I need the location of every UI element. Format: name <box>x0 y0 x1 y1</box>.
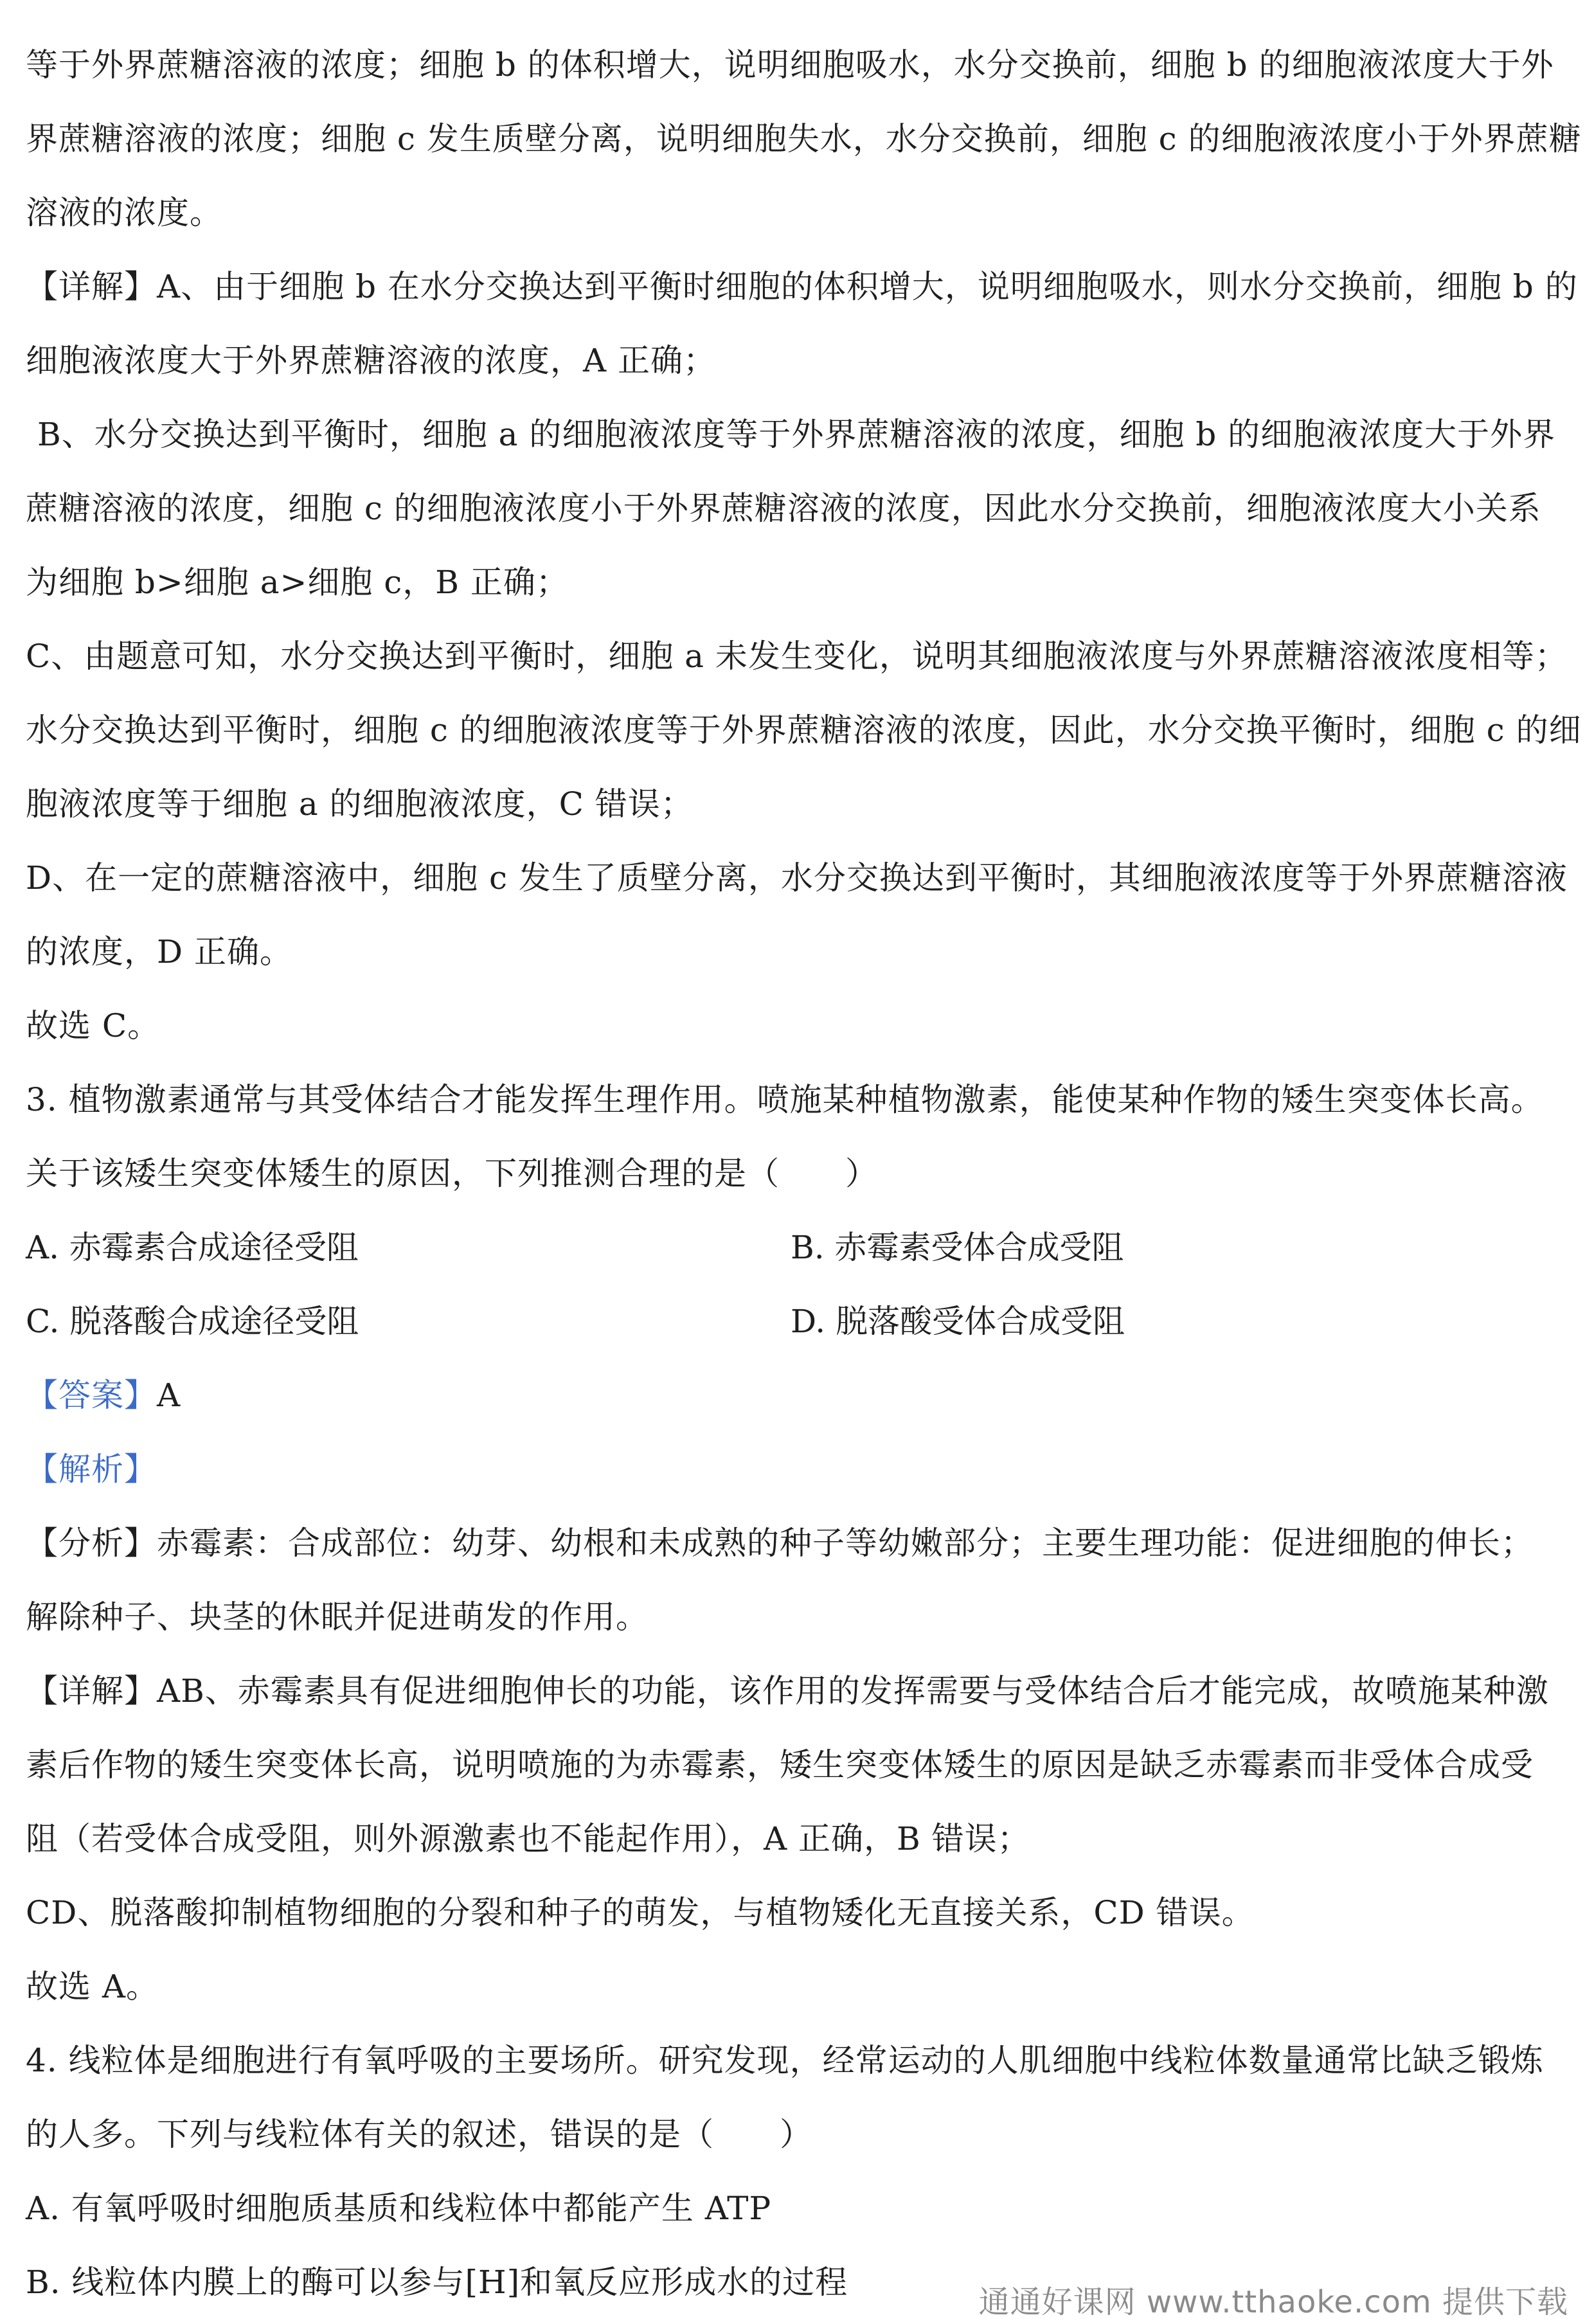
text-line: 界蔗糖溶液的浓度；细胞 c 发生质壁分离，说明细胞失水，水分交换前，细胞 c 的细胞液浓度小于外界蔗糖 <box>26 120 1582 157</box>
question-3-stem: 关于该矮生突变体矮生的原因，下列推测合理的是（ ） <box>26 1155 878 1192</box>
question-3-stem: 3. 植物激素通常与其受体结合才能发挥生理作用。喷施某种植物激素，能使某种作物的矮生突变体长高。 <box>26 1081 1544 1118</box>
text-line: 水分交换达到平衡时，细胞 c 的细胞液浓度等于外界蔗糖溶液的浓度，因此，水分交换平衡时，细胞 c 的细 <box>26 711 1582 749</box>
question-4-option-a: A. 有氧呼吸时细胞质基质和线粒体中都能产生 ATP <box>26 2190 772 2227</box>
text-line: 故选 C。 <box>26 1007 161 1044</box>
answer-value: A <box>157 1377 181 1414</box>
text-line: 阻（若受体合成受阻，则外源激素也不能起作用），A 正确，B 错误； <box>26 1820 1030 1857</box>
text-line: D、在一定的蔗糖溶液中，细胞 c 发生了质壁分离，水分交换达到平衡时，其细胞液浓度等于外界蔗糖溶液 <box>26 859 1568 897</box>
text-line: CD、脱落酸抑制植物细胞的分裂和种子的萌发，与植物矮化无直接关系，CD 错误。 <box>26 1894 1255 1931</box>
text-line: 素后作物的矮生突变体长高，说明喷施的为赤霉素，矮生突变体矮生的原因是缺乏赤霉素而非受体合成受 <box>26 1746 1534 1783</box>
text-line: 溶液的浓度。 <box>26 194 222 231</box>
text-line: 胞液浓度等于细胞 a 的细胞液浓度，C 错误； <box>26 785 694 823</box>
analysis-label: 【解析】 <box>26 1451 157 1488</box>
option-c: C. 脱落酸合成途径受阻 <box>26 1303 359 1340</box>
text-line: 解除种子、块茎的休眠并促进萌发的作用。 <box>26 1598 649 1636</box>
question-4-stem: 4. 线粒体是细胞进行有氧呼吸的主要场所。研究发现，经常运动的人肌细胞中线粒体数量通常比缺乏锻炼 <box>26 2042 1544 2079</box>
option-d: D. 脱落酸受体合成受阻 <box>791 1303 1125 1340</box>
text-line: 【分析】赤霉素：合成部位：幼芽、幼根和未成熟的种子等幼嫩部分；主要生理功能：促进细胞的伸长； <box>26 1524 1534 1562</box>
option-a: A. 赤霉素合成途径受阻 <box>26 1229 359 1266</box>
question-3-options-row-2 <box>26 1285 1568 1359</box>
text-line: C、由题意可知，水分交换达到平衡时，细胞 a 未发生变化，说明其细胞液浓度与外界蔗糖溶液浓度相等； <box>26 638 1568 675</box>
text-line: 故选 A。 <box>26 1968 159 2005</box>
text-line: 蔗糖溶液的浓度，细胞 c 的细胞液浓度小于外界蔗糖溶液的浓度，因此水分交换前，细胞液浓度大小关系 <box>26 490 1541 527</box>
text-line: 等于外界蔗糖溶液的浓度；细胞 b 的体积增大，说明细胞吸水，水分交换前，细胞 b 的细胞液浓度大于外 <box>26 46 1554 84</box>
text-line: B、水分交换达到平衡时，细胞 a 的细胞液浓度等于外界蔗糖溶液的浓度，细胞 b 的细胞液浓度大于外界 <box>37 416 1556 453</box>
text-line: 细胞液浓度大于外界蔗糖溶液的浓度，A 正确； <box>26 342 717 379</box>
option-b: B. 赤霉素受体合成受阻 <box>791 1229 1124 1266</box>
question-4-stem: 的人多。下列与线粒体有关的叙述，错误的是（ ） <box>26 2116 812 2153</box>
answer-label: 【答案】 <box>26 1377 157 1414</box>
answer-line <box>26 1359 1568 1433</box>
text-line: 【详解】A、由于细胞 b 在水分交换达到平衡时细胞的体积增大，说明细胞吸水，则水分交换前，细胞 b 的 <box>26 268 1578 305</box>
text-line: 为细胞 b>细胞 a>细胞 c，B 正确； <box>26 564 569 601</box>
question-4-option-b: B. 线粒体内膜上的酶可以参与[H]和氧反应形成水的过程 <box>26 2264 848 2301</box>
document-page <box>26 28 1582 2320</box>
analysis-line <box>26 1433 1568 1506</box>
text-line: 【详解】AB、赤霉素具有促进细胞伸长的功能，该作用的发挥需要与受体结合后才能完成，故喷施某种激 <box>26 1672 1549 1710</box>
watermark: 通通好课网 www.tthaoke.com 提供下载 <box>978 2284 1568 2320</box>
text-line: 的浓度，D 正确。 <box>26 933 292 970</box>
question-3-options-row-1 <box>26 1211 1568 1285</box>
